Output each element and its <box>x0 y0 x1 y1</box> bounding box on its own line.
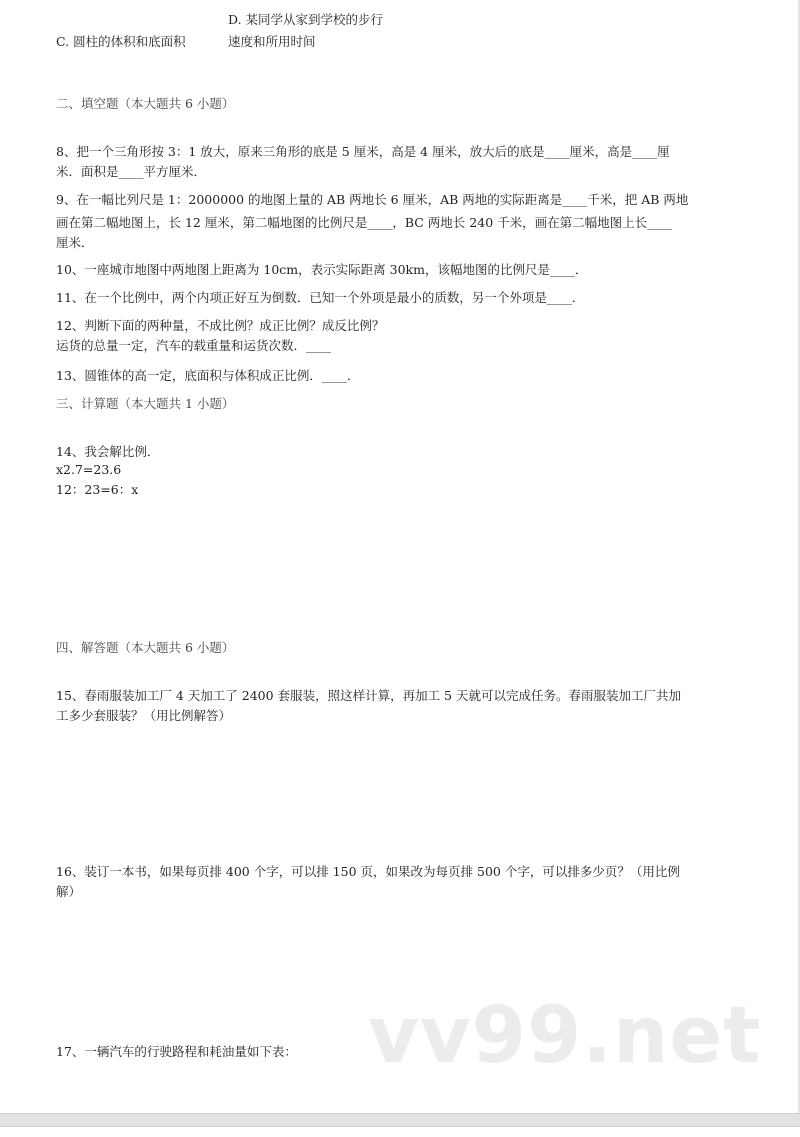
question-9-line2: 画在第二幅地图上，长 12 厘米，第二幅地图的比例尺是____，BC 两地长 240 千米，画在第二幅地图上长____ <box>56 215 673 230</box>
question-11: 11、在一个比例中，两个内项正好互为倒数．已知一个外项是最小的质数，另一个外项是____． <box>56 290 585 305</box>
question-10: 10、一座城市地图中两地图上距离为 10cm，表示实际距离 30km，该幅地图的比例尺是____． <box>56 262 588 277</box>
section-calculation-title: 三、计算题（本大题共 1 小题） <box>56 396 235 411</box>
question-8-line1: 8、把一个三角形按 3：1 放大，原来三角形的底是 5 厘米，高是 4 厘米，放大后的底是____厘米，高是____厘 <box>56 144 670 159</box>
question-14-line1: 14、我会解比例． <box>56 444 160 459</box>
question-17: 17、一辆汽车的行驶路程和耗油量如下表： <box>56 1044 297 1059</box>
page-break <box>0 1113 800 1127</box>
option-d-line1: D. 某同学从家到学校的步行 <box>228 12 384 27</box>
option-c: C. 圆柱的体积和底面积 <box>56 34 186 49</box>
question-16-line1: 16、装订一本书，如果每页排 400 个字，可以排 150 页，如果改为每页排 500 个字，可以排多少页？（用比例 <box>56 864 680 879</box>
question-8-line2: 米．面积是____平方厘米． <box>56 164 207 179</box>
question-12-line1: 12、判断下面的两种量，不成比例？成正比例？成反比例？ <box>56 318 385 333</box>
question-14-line2: x2.7=23.6 <box>56 462 122 477</box>
question-15-line2: 工多少套服装？（用比例解答） <box>56 708 232 723</box>
question-9-line3: 厘米． <box>56 235 94 250</box>
question-9-line1: 9、在一幅比列尺是 1：2000000 的地图上量的 AB 两地长 6 厘米，AB 两地的实际距离是____千米，把 AB 两地 <box>56 192 689 207</box>
option-d-line2: 速度和所用时间 <box>228 34 316 49</box>
section-fill-in-title: 二、填空题（本大题共 6 小题） <box>56 96 235 111</box>
section-answer-title: 四、解答题（本大题共 6 小题） <box>56 640 235 655</box>
question-15-line1: 15、春雨服装加工厂 4 天加工了 2400 套服装，照这样计算，再加工 5 天就可以完成任务。春雨服装加工厂共加 <box>56 688 681 703</box>
watermark: vv99.net <box>368 991 762 1081</box>
question-16-line2: 解） <box>56 884 82 899</box>
question-12-line2: 运货的总量一定，汽车的载重量和运货次数．____ <box>56 338 332 353</box>
question-13: 13、圆锥体的高一定，底面积与体积成正比例．____． <box>56 368 360 383</box>
question-14-line3: 12：23=6：x <box>56 482 139 497</box>
